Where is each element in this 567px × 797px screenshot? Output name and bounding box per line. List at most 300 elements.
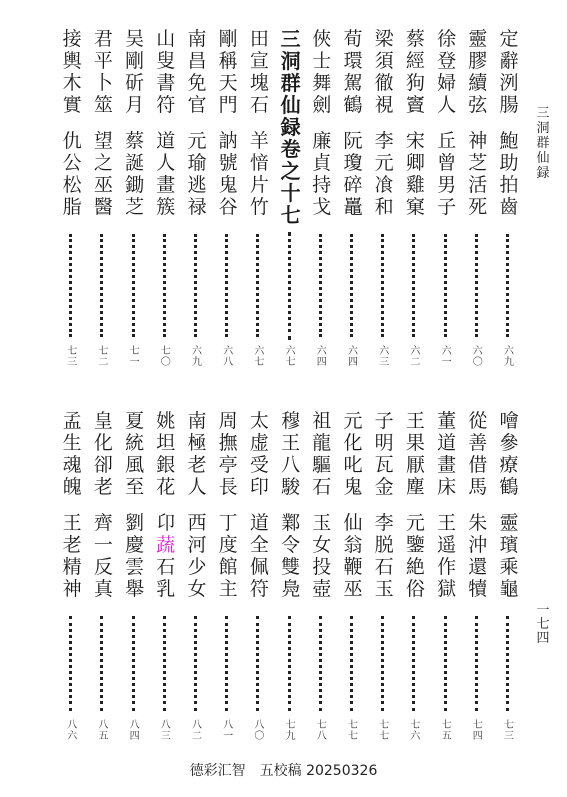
upper-entry-title-b-char: 阮 <box>343 130 363 152</box>
lower-page-number-char: 七 <box>472 720 483 731</box>
upper-entry-title-a-char: 竇 <box>405 94 425 116</box>
upper-entry-title-b-char: 仇 <box>62 130 82 152</box>
lower-entry-title-b-char: 巫 <box>343 578 363 600</box>
upper-page-number-char: 一 <box>441 357 452 368</box>
upper-entry-title-b-char: 鬼 <box>218 174 238 196</box>
lower-entry-title-b-char: 鄴 <box>281 512 301 534</box>
lower-entry-title-a-char: 借 <box>468 454 488 476</box>
upper-entry-title-b-char: 窠 <box>405 196 425 218</box>
lower-entry-title-b-char: 齊 <box>93 512 113 534</box>
lower-entry-title-b-char: 獄 <box>437 578 457 600</box>
lower-page-number <box>220 720 236 742</box>
upper-entry-title-a-char: 君 <box>93 28 113 50</box>
upper-entry-title-a-char: 符 <box>156 94 176 116</box>
lower-entry-title-b-char: 令 <box>281 534 301 556</box>
lower-entry-title-b-char: 度 <box>218 534 238 556</box>
lower-page-number-char: 八 <box>192 720 202 731</box>
upper-entry-title-a-char: 蔡 <box>405 28 425 50</box>
upper-entry-title-a-char: 梁 <box>374 28 394 50</box>
upper-entry-title-a-char: 洌 <box>499 72 519 94</box>
upper-column <box>436 28 458 337</box>
upper-page-number-char: 七 <box>285 357 296 368</box>
upper-entry-title-a-char: 門 <box>218 94 238 116</box>
lower-entry-title-a-char: 夏 <box>125 410 145 432</box>
lower-entry-title-b-char: 慶 <box>125 534 145 556</box>
lower-entry-title-a-char: 人 <box>187 476 207 498</box>
lower-column <box>311 410 333 711</box>
lower-entry-title-a-char: 皇 <box>93 410 113 432</box>
upper-leader-dots <box>288 232 295 340</box>
lower-page-number-char: 七 <box>285 720 296 731</box>
lower-entry-title-b-char: 玉 <box>374 578 394 600</box>
upper-entry-title-a-char: 南 <box>187 28 207 50</box>
lower-page-number <box>283 720 299 742</box>
upper-entry-title-b-char: 谷 <box>218 196 238 218</box>
lower-entry-title-a-char: 驅 <box>312 454 332 476</box>
lower-entry-title-b-char: 佩 <box>249 556 269 578</box>
upper-column <box>124 28 146 337</box>
lower-entry-title-a-char: 虚 <box>249 432 269 454</box>
upper-entry-title-b-char: 巫 <box>93 174 113 196</box>
upper-entry-title-b-char: 曾 <box>437 152 457 174</box>
lower-column <box>436 410 458 711</box>
upper-entry-title-b-char: 瓊 <box>343 152 363 174</box>
lower-entry-title-a-char: 金 <box>374 476 394 498</box>
lower-entry-title-b-char: 全 <box>249 534 269 556</box>
upper-entry-title-b-char: 芝 <box>468 152 488 174</box>
upper-entry-title-a-char: 平 <box>93 50 113 72</box>
upper-entry-title-a-char: 徹 <box>374 72 394 94</box>
lower-entry-title-a-char: 撫 <box>218 432 238 454</box>
lower-page-number <box>127 720 143 742</box>
lower-page-number <box>501 720 517 742</box>
upper-page-number <box>376 346 392 368</box>
upper-page-number-char: 二 <box>98 357 109 368</box>
lower-leader-dots <box>381 616 388 711</box>
lower-entry-title-b-char: 翁 <box>343 534 363 556</box>
upper-column <box>373 28 395 337</box>
upper-column <box>186 28 208 337</box>
lower-leader-dots <box>100 616 107 711</box>
upper-entry-title-b-char: 李 <box>374 130 394 152</box>
lower-entry-title-b-char: 石 <box>374 556 394 578</box>
upper-entry-title-a-char: 駕 <box>343 72 363 94</box>
lower-entry-title-b-char: 犢 <box>468 578 488 600</box>
lower-leader-dots <box>350 616 357 711</box>
upper-entry-title-b-char: 簇 <box>156 196 176 218</box>
lower-entry-title-a-char: 龍 <box>312 432 332 454</box>
folio-char: 一 <box>536 603 550 618</box>
upper-entry-title-a-char: 實 <box>62 94 82 116</box>
upper-leader-dots <box>475 234 482 337</box>
running-title-char: 仙 <box>536 151 550 166</box>
lower-page-number-char: 八 <box>254 720 265 731</box>
upper-page-number-char: 〇 <box>472 357 483 368</box>
upper-entry-title-a-char: 荀 <box>343 28 363 50</box>
lower-entry-title-b-char: 元 <box>405 512 425 534</box>
upper-page-number <box>220 346 236 368</box>
upper-entry-title-a-char: 鶴 <box>343 94 363 116</box>
upper-page-number <box>189 346 205 368</box>
lower-entry-title-b-char: 作 <box>437 556 457 578</box>
lower-entry-title-b-char: 王 <box>437 512 457 534</box>
lower-entry-title-b-char: 沖 <box>468 534 488 556</box>
upper-entry-title-b-char: 丘 <box>437 130 457 152</box>
lower-page-number-char: 七 <box>410 720 421 731</box>
folio-char: 七 <box>536 617 550 632</box>
upper-entry-title-a-char: 塊 <box>249 72 269 94</box>
lower-column <box>404 410 426 711</box>
lower-page-number-char: 七 <box>379 720 390 731</box>
upper-entry-title-b-char: 貞 <box>312 152 332 174</box>
lower-entry-title-a-char: 穆 <box>281 410 301 432</box>
upper-page-number-char: 六 <box>348 346 358 357</box>
footer-proof-note: 德彩汇智 五校稿 20250326 <box>189 763 378 779</box>
lower-leader-dots <box>475 616 482 711</box>
upper-page-number-char: 四 <box>316 357 327 368</box>
upper-page-number-char: 七 <box>254 357 265 368</box>
lower-page-number <box>251 720 267 742</box>
upper-entry-title-a-char: 昌 <box>187 50 207 72</box>
lower-page-number-char: 七 <box>348 731 358 742</box>
upper-page-number-char: 九 <box>504 357 514 368</box>
lower-entry-title-a-char: 統 <box>125 432 145 454</box>
upper-volume-heading-char: 群 <box>280 71 301 95</box>
lower-entry-title-b-char: 老 <box>62 534 82 556</box>
upper-entry-title-b-char: 人 <box>156 152 176 174</box>
upper-column <box>92 28 114 337</box>
lower-entry-title-a-char: 塵 <box>405 476 425 498</box>
lower-page-number-char: 九 <box>285 731 296 742</box>
lower-entry-title-b-char: 朱 <box>468 512 488 534</box>
upper-entry-title-a-char: 宣 <box>249 50 269 72</box>
lower-entry-title-a-char: 道 <box>437 432 457 454</box>
lower-column <box>248 410 270 711</box>
upper-entry-title-b-char: 望 <box>93 130 113 152</box>
lower-entry-title-a-char: 善 <box>468 432 488 454</box>
lower-page-number <box>189 720 205 742</box>
upper-volume-heading-char: 録 <box>280 115 301 139</box>
upper-entry-title-a-char: 士 <box>312 50 332 72</box>
lower-column <box>280 410 302 711</box>
upper-entry-title-a-char: 定 <box>499 28 519 50</box>
lower-page-number <box>376 720 392 742</box>
upper-entry-title-a-char: 書 <box>156 72 176 94</box>
upper-leader-dots <box>132 234 139 337</box>
upper-entry-title-b-char: 神 <box>468 130 488 152</box>
lower-page-number-char: 五 <box>98 731 109 742</box>
lower-entry-title-a-char: 坦 <box>156 432 176 454</box>
upper-page-number-char: 六 <box>410 346 421 357</box>
upper-page-number <box>501 346 517 368</box>
lower-entry-title-b-char: 道 <box>249 512 269 534</box>
upper-page-number-char: 八 <box>223 357 234 368</box>
upper-leader-dots <box>381 234 388 337</box>
upper-leader-dots <box>506 234 513 337</box>
lower-column <box>342 410 364 711</box>
upper-entry-title-a-char: 舞 <box>312 72 332 94</box>
upper-leader-dots <box>444 234 451 337</box>
lower-entry-title-b-char: 遥 <box>437 534 457 556</box>
lower-entry-title-b-char: 河 <box>187 534 207 556</box>
upper-entry-title-a-char: 狗 <box>405 72 425 94</box>
upper-column <box>248 28 270 337</box>
lower-entry-title-a-char: 元 <box>343 410 363 432</box>
upper-page-number-char: 六 <box>379 346 390 357</box>
upper-entry-title-b-char: 訥 <box>218 130 238 152</box>
upper-leader-dots <box>319 234 326 337</box>
upper-column <box>311 28 333 337</box>
upper-entry-title-b-char: 鋤 <box>125 174 145 196</box>
upper-entry-title-b-char: 之 <box>93 152 113 174</box>
lower-leader-dots <box>225 616 232 711</box>
upper-page-number-char: 六 <box>254 346 265 357</box>
lower-entry-title-b-char: 女 <box>187 578 207 600</box>
upper-entry-title-b-char: 死 <box>468 196 488 218</box>
upper-volume-heading-char: 之 <box>280 159 301 183</box>
lower-leader-dots <box>163 616 170 711</box>
lower-column <box>61 410 83 711</box>
upper-entry-title-a-char: 接 <box>62 28 82 50</box>
lower-entry-title-a-char: 太 <box>249 410 269 432</box>
lower-entry-title-b-char: 乘 <box>499 556 519 578</box>
upper-entry-title-b-char: 子 <box>437 196 457 218</box>
lower-entry-title-b-char: 舉 <box>125 578 145 600</box>
upper-page-number <box>158 346 174 368</box>
lower-entry-title-b-char: 雙 <box>281 556 301 578</box>
lower-column <box>92 410 114 711</box>
lower-entry-title-b-char: 俗 <box>405 578 425 600</box>
lower-entry-title-b-char: 一 <box>93 534 113 556</box>
folio-char: 四 <box>536 631 550 646</box>
upper-volume-heading-char: 三 <box>280 27 301 51</box>
lower-entry-title-a-char: 生 <box>62 432 82 454</box>
lower-entry-title-a-char: 董 <box>437 410 457 432</box>
upper-entry-title-a-char: 剛 <box>218 28 238 50</box>
lower-entry-title-a-char: 鶴 <box>499 476 519 498</box>
upper-entry-title-a-char: 卜 <box>93 72 113 94</box>
lower-page-number-char: 五 <box>441 731 452 742</box>
lower-column <box>186 410 208 711</box>
lower-entry-title-a-char: 風 <box>125 454 145 476</box>
upper-volume-heading-char: 十 <box>280 181 301 205</box>
lower-leader-dots <box>194 616 201 711</box>
upper-entry-title-b-char: 畫 <box>156 174 176 196</box>
upper-entry-title-a-char: 徐 <box>437 28 457 50</box>
upper-entry-title-b-char: 助 <box>499 152 519 174</box>
upper-entry-title-a-char: 靈 <box>468 28 488 50</box>
upper-entry-title-a-char: 吴 <box>125 28 145 50</box>
upper-leader-dots <box>163 234 170 337</box>
upper-entry-title-a-char: 斫 <box>125 72 145 94</box>
lower-leader-dots <box>69 616 76 711</box>
upper-entry-title-b-char: 卿 <box>405 152 425 174</box>
upper-entry-title-b-char: 持 <box>312 174 332 196</box>
lower-page-number-char: 八 <box>67 720 78 731</box>
lower-leader-dots <box>506 616 513 711</box>
lower-entry-title-b-char: 鞭 <box>343 556 363 578</box>
upper-entry-title-b-char: 雞 <box>405 174 425 196</box>
lower-page-number-char: 七 <box>316 720 327 731</box>
upper-column <box>498 28 520 337</box>
upper-column <box>342 28 364 337</box>
upper-entry-title-b-char: 羊 <box>249 130 269 152</box>
upper-page-number-char: 〇 <box>160 357 171 368</box>
lower-entry-title-b-char: 蔬 <box>156 534 176 556</box>
upper-entry-title-b-char: 齒 <box>499 196 519 218</box>
upper-page-number-char: 六 <box>472 346 483 357</box>
upper-entry-title-a-char: 登 <box>437 50 457 72</box>
upper-page-number <box>251 346 267 368</box>
upper-entry-title-b-char: 公 <box>62 152 82 174</box>
upper-page-number-char: 一 <box>129 357 140 368</box>
upper-entry-title-b-char: 戈 <box>312 196 332 218</box>
upper-volume-heading-char: 洞 <box>280 49 301 73</box>
upper-entry-title-b-char: 醫 <box>93 196 113 218</box>
lower-leader-dots <box>132 616 139 711</box>
upper-leader-dots <box>350 234 357 337</box>
lower-page-number <box>314 720 330 742</box>
lower-entry-title-a-char: 畫 <box>437 454 457 476</box>
lower-page-number <box>470 720 486 742</box>
upper-column <box>404 28 426 337</box>
lower-entry-title-b-char: 脱 <box>374 534 394 556</box>
lower-entry-title-b-char: 投 <box>312 556 332 578</box>
upper-column <box>217 28 239 337</box>
upper-page-number-char: 六 <box>223 346 234 357</box>
lower-page-number-char: 二 <box>192 731 202 742</box>
lower-entry-title-a-char: 孟 <box>62 410 82 432</box>
lower-entry-title-a-char: 卻 <box>93 454 113 476</box>
lower-entry-title-b-char: 劉 <box>125 512 145 534</box>
lower-entry-title-b-char: 符 <box>249 578 269 600</box>
lower-page-number <box>345 720 361 742</box>
lower-entry-title-a-char: 亭 <box>218 454 238 476</box>
lower-page-number-char: 六 <box>67 731 78 742</box>
upper-column <box>280 28 302 340</box>
lower-entry-title-a-char: 子 <box>374 410 394 432</box>
upper-entry-title-b-char: 瑜 <box>187 152 207 174</box>
lower-entry-title-b-char: 鳧 <box>281 578 301 600</box>
lower-leader-dots <box>444 616 451 711</box>
upper-entry-title-b-char: 鮑 <box>499 130 519 152</box>
upper-entry-title-b-char: 宋 <box>405 130 425 152</box>
upper-entry-title-a-char: 環 <box>343 50 363 72</box>
upper-entry-title-b-char: 禄 <box>187 196 207 218</box>
upper-entry-title-a-char: 膠 <box>468 50 488 72</box>
upper-entry-title-a-char: 經 <box>405 50 425 72</box>
upper-entry-title-a-char: 天 <box>218 72 238 94</box>
upper-entry-title-a-char: 劍 <box>312 94 332 116</box>
lower-page-number-char: 三 <box>504 731 514 742</box>
lower-entry-title-b-char: 丁 <box>218 512 238 534</box>
lower-entry-title-b-char: 精 <box>62 556 82 578</box>
upper-entry-title-b-char: 和 <box>374 196 394 218</box>
upper-page-number-char: 七 <box>98 346 109 357</box>
upper-page-number-char: 三 <box>67 357 78 368</box>
upper-entry-title-b-char: 愔 <box>249 152 269 174</box>
upper-page-number-char: 七 <box>160 346 171 357</box>
upper-column <box>467 28 489 337</box>
upper-entry-title-a-char: 稱 <box>218 50 238 72</box>
upper-page-number-char: 七 <box>129 346 140 357</box>
lower-entry-title-a-char: 療 <box>499 454 519 476</box>
upper-entry-title-b-char: 片 <box>249 174 269 196</box>
lower-entry-title-b-char: 李 <box>374 512 394 534</box>
running-title-char: 録 <box>536 166 550 181</box>
lower-entry-title-a-char: 老 <box>187 454 207 476</box>
upper-entry-title-b-char: 活 <box>468 174 488 196</box>
upper-entry-title-b-char: 元 <box>374 152 394 174</box>
lower-page-number-char: 八 <box>129 720 140 731</box>
upper-entry-title-a-char: 月 <box>125 94 145 116</box>
upper-entry-title-b-char: 蔡 <box>125 130 145 152</box>
running-title <box>535 106 551 181</box>
upper-page-number-char: 六 <box>192 346 202 357</box>
lower-entry-title-a-char: 南 <box>187 410 207 432</box>
upper-entry-title-b-char: 號 <box>218 152 238 174</box>
lower-column <box>124 410 146 711</box>
upper-page-number-char: 九 <box>192 357 202 368</box>
running-title-char: 群 <box>536 136 550 151</box>
lower-page-number-char: 一 <box>223 731 234 742</box>
lower-entry-title-b-char: 卬 <box>156 512 176 534</box>
lower-page-number-char: 八 <box>316 731 327 742</box>
lower-leader-dots <box>288 616 295 711</box>
lower-page-number-char: 七 <box>348 720 358 731</box>
lower-entry-title-a-char: 石 <box>312 476 332 498</box>
lower-entry-title-a-char: 祖 <box>312 410 332 432</box>
upper-entry-title-b-char: 脂 <box>62 196 82 218</box>
upper-entry-title-b-char: 松 <box>62 174 82 196</box>
lower-entry-title-b-char: 王 <box>62 512 82 534</box>
upper-column <box>155 28 177 337</box>
upper-page-number <box>95 346 111 368</box>
lower-entry-title-a-char: 厭 <box>405 454 425 476</box>
lower-entry-title-a-char: 瓦 <box>374 454 394 476</box>
upper-volume-heading-char: 七 <box>280 203 301 227</box>
lower-entry-title-a-char: 叱 <box>343 454 363 476</box>
lower-entry-title-a-char: 八 <box>281 454 301 476</box>
lower-leader-dots <box>319 616 326 711</box>
lower-entry-title-b-char: 主 <box>218 578 238 600</box>
upper-entry-title-a-char: 婦 <box>437 72 457 94</box>
upper-entry-title-a-char: 木 <box>62 72 82 94</box>
upper-entry-title-b-char: 道 <box>156 130 176 152</box>
lower-entry-title-b-char: 神 <box>62 578 82 600</box>
upper-entry-title-a-char: 輿 <box>62 50 82 72</box>
lower-page-number-char: 八 <box>223 720 234 731</box>
upper-entry-title-b-char: 飡 <box>374 174 394 196</box>
lower-page-number <box>64 720 80 742</box>
lower-entry-title-a-char: 化 <box>93 432 113 454</box>
upper-entry-title-a-char: 俠 <box>312 28 332 50</box>
lower-entry-title-a-char: 長 <box>218 476 238 498</box>
upper-page-number-char: 二 <box>410 357 421 368</box>
lower-column <box>498 410 520 711</box>
lower-entry-title-a-char: 受 <box>249 454 269 476</box>
upper-entry-title-b-char: 元 <box>187 130 207 152</box>
upper-page-number-char: 四 <box>348 357 358 368</box>
lower-entry-title-a-char: 花 <box>156 476 176 498</box>
lower-entry-title-b-char: 真 <box>93 578 113 600</box>
lower-page-number-char: 七 <box>504 720 514 731</box>
lower-entry-title-b-char: 仙 <box>343 512 363 534</box>
lower-entry-title-b-char: 玉 <box>312 512 332 534</box>
lower-entry-title-a-char: 從 <box>468 410 488 432</box>
upper-column <box>61 28 83 337</box>
lower-page-number-char: 六 <box>410 731 421 742</box>
